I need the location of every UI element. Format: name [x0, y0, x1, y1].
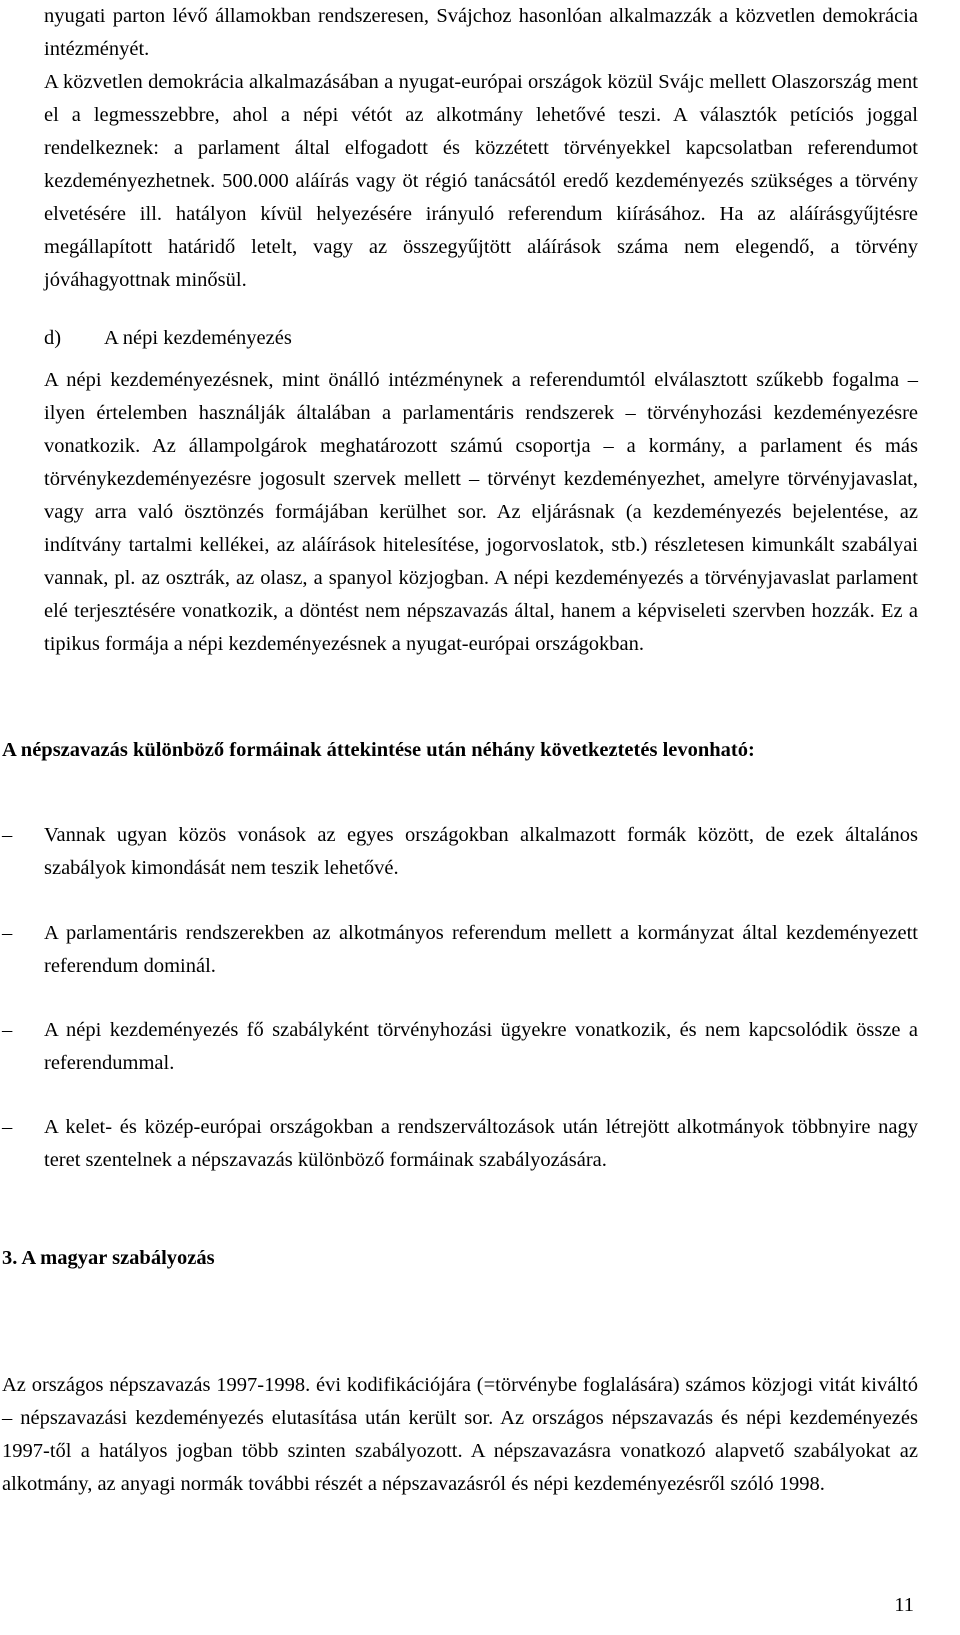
- bullet-item-1: [2, 819, 918, 885]
- section-3-heading: 3. A magyar szabályozás: [2, 1247, 215, 1269]
- bullet-text: A kelet- és közép-európai országokban a rendszerváltozások után létrejött alkotmányok többnyire nagy teret szentelnek a népszavazás különböző formáinak szabályozására.: [44, 1116, 918, 1171]
- section-d-title: A népi kezdeményezés: [104, 327, 292, 349]
- dash-bullet-icon: –: [2, 922, 13, 944]
- bullet-text: A népi kezdeményezés fő szabályként törvényhozási ügyekre vonatkozik, és nem kapcsolódik össze a referendummal.: [44, 1019, 918, 1074]
- bullet-item-4: [2, 1111, 918, 1177]
- paragraph-italy-referendum: A közvetlen demokrácia alkalmazásában a nyugat-európai országok közül Svájc mellett Olaszország ment el a legmesszebbre, ahol a népi vétót az alkotmány lehetővé teszi. A választók petíciós joggal rendelkeznek: a parlament által elfogadott és közzétett törvényekkel kapcsolatban referendumot kezdeményezhetnek. 500.000 aláírás vagy öt régió tanácsától eredő kezdeményezés szükséges a törvény elvetésére ill. hatályon kívül helyezésére irányuló referendum kiírásához. Ha az aláírásgyűjtésre megállapított határidő letelt, vagy az összegyűjtött aláírások száma nem elegendő, a törvény jóváhagyottnak minősül.: [44, 71, 918, 291]
- section-d-letter: d): [44, 327, 62, 349]
- dash-bullet-icon: –: [2, 1116, 13, 1138]
- bullet-item-3: [2, 1014, 918, 1080]
- conclusion-heading: A népszavazás különböző formáinak áttekintése után néhány következtetés levonható:: [2, 739, 755, 761]
- bullet-text: Vannak ugyan közös vonások az egyes országokban alkalmazott formák között, de ezek általános szabályok kimondását nem teszik lehetővé.: [44, 824, 918, 879]
- section-d-heading: [44, 322, 292, 355]
- page-number: 11: [894, 1594, 914, 1616]
- paragraph-continuation: nyugati parton lévő államokban rendszeresen, Svájchoz hasonlóan alkalmazzák a közvetlen demokrácia intézményét.: [44, 5, 918, 60]
- paragraph-hungarian-regulation: Az országos népszavazás 1997-1998. évi kodifikációjára (=törvénybe foglalására) számos közjogi vitát kiváltó – népszavazási kezdeményezés elutasítása után került sor. Az országos népszavazás és népi kezdeményezés 1997-től a hatályos jogban több szinten szabályozott. A népszavazásra vonatkozó alapvető szabályokat az alkotmány, az anyagi normák további részét a népszavazásról és népi kezdeményezésről szóló 1998.: [2, 1374, 918, 1495]
- bullet-item-2: [2, 917, 918, 983]
- dash-bullet-icon: –: [2, 1019, 13, 1041]
- paragraph-popular-initiative: A népi kezdeményezésnek, mint önálló intézménynek a referendumtól elválasztott szűkebb fogalma – ilyen értelemben használják általában a parlamentáris rendszerek – törvényhozási kezdeményezésre vonatkozik. Az állampolgárok meghatározott számú csoportja – a kormány, a parlament és más törvénykezdeményezésre jogosult szervek mellett – törvényt kezdeményezhet, amelyre törvényjavaslat, vagy arra való ösztönzés formájában kerülhet sor. Az eljárásnak (a kezdeményezés bejelentése, az indítvány tartalmi kellékei, az aláírások hitelesítése, jogorvoslatok, stb.) részletesen kimunkált szabályai vannak, pl. az osztrák, az olasz, a spanyol közjogban. A népi kezdeményezés a törvényjavaslat parlament elé terjesztésére vonatkozik, a döntést nem népszavazás által, hanem a képviseleti szervben hozzák. Ez a tipikus formája a népi kezdeményezésnek a nyugat-európai országokban.: [44, 369, 918, 655]
- dash-bullet-icon: –: [2, 824, 13, 846]
- bullet-text: A parlamentáris rendszerekben az alkotmányos referendum mellett a kormányzat által kezdeményezett referendum dominál.: [44, 922, 918, 977]
